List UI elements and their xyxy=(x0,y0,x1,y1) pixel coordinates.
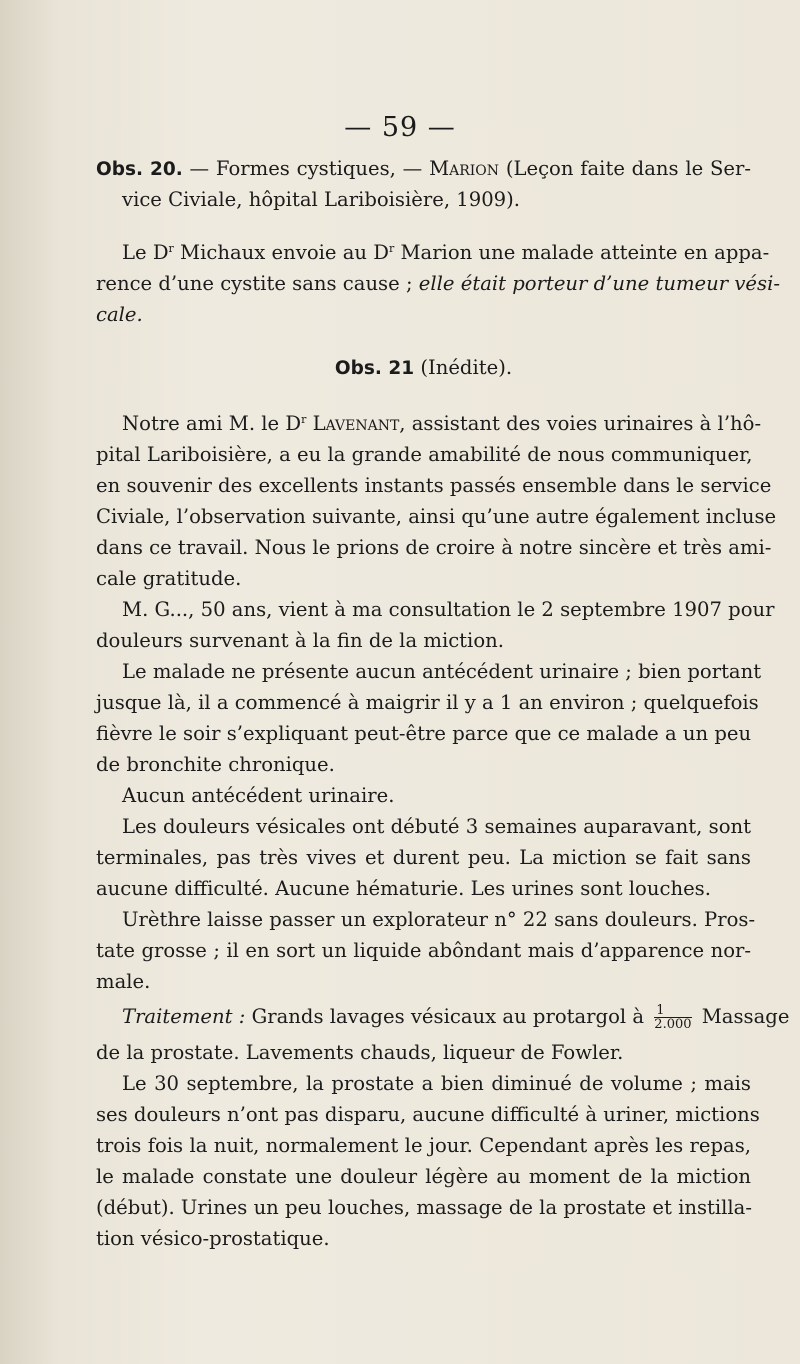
paragraph-line: de bronchite chronique. xyxy=(96,753,335,776)
paragraph-line: Notre ami M. le $D^r$ Lavenant, assistant des voies urinaires à l’hô- xyxy=(122,412,762,435)
page-number: — 59 — xyxy=(344,112,456,143)
paragraph-line: Le 30 septembre, la prostate a bien diminué de volume ; mais xyxy=(122,1072,751,1095)
paragraph-line: aucune difficulté. Aucune hématurie. Les urines sont louches. xyxy=(96,877,711,900)
paragraph-line: douleurs survenant à la fin de la miction. xyxy=(96,629,504,652)
paragraph-line: pital Lariboisière, a eu la grande amabilité de nous communiquer, xyxy=(96,443,753,466)
paragraph-line: de la prostate. Lavements chauds, liqueur de Fowler. xyxy=(96,1041,624,1064)
obs-20-heading-cont: vice Civiale, hôpital Lariboisière, 1909). xyxy=(122,188,521,211)
paragraph-line: Les douleurs vésicales ont débuté 3 semaines auparavant, sont xyxy=(122,815,751,838)
paragraph-line: trois fois la nuit, normalement le jour. Cependant après les repas, xyxy=(96,1134,751,1157)
paragraph-line: fièvre le soir s’expliquant peut-être parce que ce malade a un peu xyxy=(96,722,752,745)
paragraph-line: ses douleurs n’ont pas disparu, aucune difficulté à uriner, mictions xyxy=(96,1103,760,1126)
paragraph-line: le malade constate une douleur légère au moment de la miction xyxy=(96,1165,751,1188)
obs-20-section xyxy=(96,153,751,215)
treatment-line: Traitement : Grands lavages vésicaux au protargol à $\frac{1}{2.000}$ Massage xyxy=(122,1003,790,1032)
obs-21-heading: Obs. 21 (Inédite). xyxy=(334,356,513,379)
paragraph-line: en souvenir des excellents instants passés ensemble dans le service xyxy=(96,474,772,497)
paragraph-line: Civiale, l’observation suivante, ainsi qu’une autre également incluse xyxy=(96,505,777,528)
author-marion: Marion xyxy=(429,157,500,180)
obs-20-label: Obs. 20. xyxy=(96,159,183,180)
paragraph-line: dans ce travail. Nous le prions de croire à notre sincère et très ami- xyxy=(96,536,772,559)
paragraph-line: jusque là, il a commencé à maigrir il y a 1 an environ ; quelquefois xyxy=(96,691,759,714)
paragraph-line: tate grosse ; il en sort un liquide abôndant mais d’apparence nor- xyxy=(96,939,751,962)
paragraph-line: terminales, pas très vives et durent peu. La miction se fait sans xyxy=(96,846,751,869)
paragraph-line: Le malade ne présente aucun antécédent urinaire ; bien portant xyxy=(122,660,762,683)
obs-21-label: Obs. 21 xyxy=(334,358,415,379)
author-lavenant: Lavenant xyxy=(312,412,400,435)
paragraph-line: M. G..., 50 ans, vient à ma consultation le 2 septembre 1907 pour xyxy=(122,598,775,621)
paragraph-line: Urèthre laisse passer un explorateur n° 22 sans douleurs. Pros- xyxy=(122,908,756,931)
paragraph-line: male. xyxy=(96,970,151,993)
obs-20-body: Le $D^r$ Michaux envoie au $D^r$ Marion une malade atteinte en appa- rence d’une cystite sans cause ; elle était porteur d’une tumeur vési- cale. xyxy=(96,241,780,326)
paragraph-line: (début). Urines un peu louches, massage de la prostate et instilla- xyxy=(96,1196,752,1219)
obs-21-body xyxy=(96,408,790,1254)
paragraph-line: tion vésico-prostatique. xyxy=(96,1227,330,1250)
treatment-label: Traitement : xyxy=(122,1005,246,1028)
paragraph-line: cale gratitude. xyxy=(96,567,242,590)
fraction: $\frac{1}{2.000}$ xyxy=(654,1003,692,1032)
obs-20-heading: Obs. 20. — Formes cystiques, — Marion (Leçon faite dans le Ser- xyxy=(96,157,752,180)
paragraph-line: Aucun antécédent urinaire. xyxy=(122,784,395,807)
